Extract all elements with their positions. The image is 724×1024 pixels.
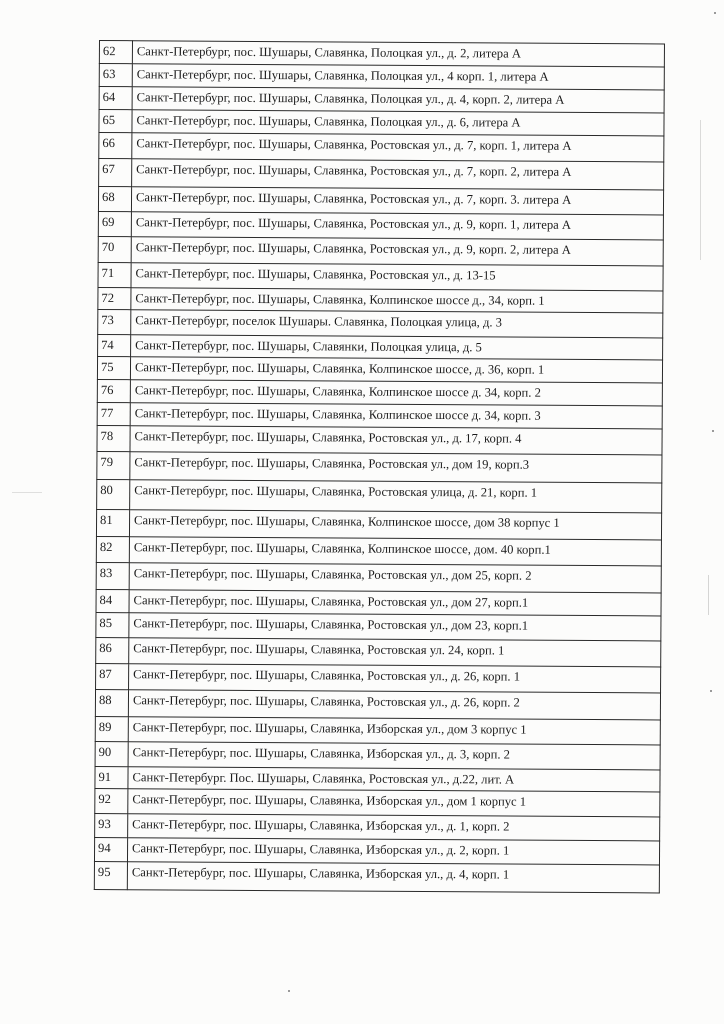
row-number: 89: [95, 716, 128, 741]
table-row: [97, 402, 662, 428]
row-number: 73: [98, 309, 131, 334]
row-address: Санкт-Петербург, пос. Шушары, Славянка, Ростовская ул., дом 27, корп.1: [129, 590, 661, 616]
row-number: 78: [97, 425, 130, 451]
table-row: [99, 41, 664, 67]
row-address: Санкт-Петербург, пос. Шушары, Славянка, Колпинское шоссе, дом. 40 корп.1: [129, 537, 661, 566]
table-row: [94, 861, 659, 892]
table-row: [96, 509, 661, 539]
row-number: 81: [96, 509, 129, 536]
table-row: [96, 637, 661, 666]
table-row: [98, 187, 663, 215]
table-row: [95, 689, 660, 719]
row-number: 71: [98, 262, 131, 287]
table-row: [97, 479, 662, 512]
row-address: Санкт-Петербург, пос. Шушары, Славянка, Колпинское шоссе д., 34, корп. 1: [131, 288, 663, 313]
row-number: 94: [94, 837, 127, 861]
row-address: Санкт-Петербург, пос. Шушары, Славянка, Ростовская ул., д. 9, корп. 2, литера А: [131, 237, 663, 266]
row-number: 77: [97, 402, 130, 425]
table-row: [98, 236, 663, 265]
row-address: Санкт-Петербург, поселок Шушары. Славянка, Полоцкая улица, д. 3: [131, 310, 663, 338]
table-row: [97, 451, 662, 482]
row-number: 84: [96, 589, 129, 612]
table-row: [99, 64, 664, 90]
row-number: 92: [95, 788, 128, 813]
table-row: [98, 262, 663, 290]
row-number: 87: [96, 663, 129, 689]
row-address: Санкт-Петербург, пос. Шушары, Славянка, Изборская ул., д. 3, корп. 2: [128, 742, 660, 770]
row-number: 63: [99, 64, 132, 87]
row-number: 67: [99, 159, 132, 187]
row-address: Санкт-Петербург, пос. Шушары, Славянка, Ростовская ул., д. 7, корп. 1, литера А: [132, 133, 664, 162]
table-row: [96, 589, 661, 615]
row-number: 90: [95, 741, 128, 766]
table-row: [95, 813, 660, 840]
row-number: 70: [98, 236, 131, 262]
address-table-body: [94, 41, 664, 893]
table-row: [99, 133, 664, 162]
row-address: Санкт-Петербург, пос. Шушары, Славянка, Ростовская ул., дом 19, корп.3: [130, 452, 662, 483]
row-address: Санкт-Петербург, пос. Шушары, Славянка, Ростовская ул., д. 7, корп. 3. литера А: [131, 187, 663, 215]
row-number: 64: [99, 87, 132, 110]
row-address: Санкт-Петербург, пос. Шушары, Славянка, Колпинское шоссе д. 34, корп. 2: [130, 380, 662, 406]
table-row: [95, 716, 660, 744]
table-row: [97, 425, 662, 454]
row-number: 83: [96, 562, 129, 589]
table-row: [98, 309, 663, 337]
row-number: 68: [98, 187, 131, 212]
row-address: Санкт-Петербург, пос. Шушары, Славянка, Колпинское шоссе, дом 38 корпус 1: [129, 510, 661, 540]
table-row: [96, 663, 661, 692]
row-number: 69: [98, 211, 131, 236]
row-number: 91: [95, 766, 128, 788]
row-address: Санкт-Петербург, пос. Шушары, Славянка, Полоцкая ул., д. 6, литера А: [132, 110, 664, 136]
row-address: Санкт-Петербург, пос. Шушары, Славянка, Полоцкая ул., д. 2, литера А: [132, 41, 664, 67]
table-row: [94, 837, 659, 864]
row-address: Санкт-Петербург, пос. Шушары, Славянки, Полоцкая улица, д. 5: [131, 335, 663, 360]
scan-speck: [712, 430, 714, 432]
scan-speck: [700, 120, 701, 260]
row-number: 93: [95, 813, 128, 837]
row-address: Санкт-Петербург, пос. Шушары, Славянка, Ростовская ул., дом 25, корп. 2: [129, 563, 661, 593]
row-address: Санкт-Петербург, пос. Шушары, Славянка, Колпинское шоссе д. 34, корп. 3: [130, 403, 662, 429]
row-number: 74: [98, 334, 131, 356]
row-address: Санкт-Петербург, пос. Шушары, Славянка, Ростовская ул., дом 23, корп.1: [129, 613, 661, 641]
row-address: Санкт-Петербург, пос. Шушары, Славянка, Ростовская ул., д. 7, корп. 2, литера А: [132, 159, 664, 190]
row-number: 86: [96, 637, 129, 663]
row-address: Санкт-Петербург, пос. Шушары, Славянка, Полоцкая ул., 4 корп. 1, литера А: [132, 64, 664, 90]
table-row: [95, 741, 660, 769]
scan-speck: [710, 690, 712, 692]
row-address: Санкт-Петербург, пос. Шушары, Славянка, Колпинское шоссе, д. 36, корп. 1: [130, 357, 662, 383]
row-address: Санкт-Петербург, пос. Шушары, Славянка, Ростовская ул., д. 17, корп. 4: [130, 426, 662, 455]
row-number: 79: [97, 451, 130, 479]
scan-speck: [288, 990, 290, 992]
row-address: Санкт-Петербург, пос. Шушары, Славянка, Изборская ул., д. 2, корп. 1: [127, 838, 659, 865]
table-row: [96, 562, 661, 592]
row-address: Санкт-Петербург, пос. Шушары, Славянка, Ростовская ул., д. 13-15: [131, 263, 663, 291]
row-address: Санкт-Петербург, пос. Шушары, Славянка, Изборская ул., дом 1 корпус 1: [128, 789, 660, 817]
table-row: [99, 110, 664, 136]
row-address: Санкт-Петербург, пос. Шушары, Славянка, Изборская ул., дом 3 корпус 1: [128, 717, 660, 745]
row-number: 95: [94, 861, 127, 889]
table-row: [96, 536, 661, 565]
row-number: 76: [97, 379, 130, 402]
row-address: Санкт-Петербург, пос. Шушары, Славянка, Ростовская ул. 24, корп. 1: [129, 638, 661, 667]
row-number: 85: [96, 612, 129, 637]
table-row: [99, 159, 664, 190]
table-row: [97, 379, 662, 405]
row-number: 82: [96, 536, 129, 562]
row-number: 75: [97, 356, 130, 379]
row-address: Санкт-Петербург, пос. Шушары, Славянка, Ростовская улица, д. 21, корп. 1: [130, 480, 662, 513]
row-address: Санкт-Петербург, пос. Шушары, Славянка, Ростовская ул., д. 26, корп. 1: [129, 664, 661, 693]
table-row: [98, 211, 663, 239]
scan-speck: [708, 575, 709, 615]
row-number: 88: [95, 689, 128, 716]
table-row: [96, 612, 661, 640]
row-number: 66: [99, 133, 132, 159]
table-row: [99, 87, 664, 113]
row-address: Санкт-Петербург, пос. Шушары, Славянка, Ростовская ул., д. 9, корп. 1, литера А: [131, 212, 663, 240]
row-address: Санкт-Петербург, пос. Шушары, Славянка, Изборская ул., д. 4, корп. 1: [127, 862, 659, 893]
scan-speck: [714, 12, 716, 14]
row-number: 62: [99, 41, 132, 64]
row-number: 65: [99, 110, 132, 133]
row-address: Санкт-Петербург, пос. Шушары, Славянка, Изборская ул., д. 1, корп. 2: [128, 814, 660, 841]
row-address: Санкт-Петербург, пос. Шушары, Славянка, Ростовская ул., д. 26, корп. 2: [128, 690, 660, 720]
address-table: [94, 40, 665, 893]
row-address: Санкт-Петербург, пос. Шушары, Славянка, Полоцкая ул., д. 4, корп. 2, литера А: [132, 87, 664, 113]
row-number: 72: [98, 287, 131, 309]
table-row: [97, 356, 662, 382]
scan-speck: [12, 492, 42, 493]
row-address: Санкт-Петербург. Пос. Шушары, Славянка, Ростовская ул., д.22, лит. А: [128, 767, 660, 792]
row-number: 80: [97, 479, 130, 509]
table-row: [95, 788, 660, 816]
